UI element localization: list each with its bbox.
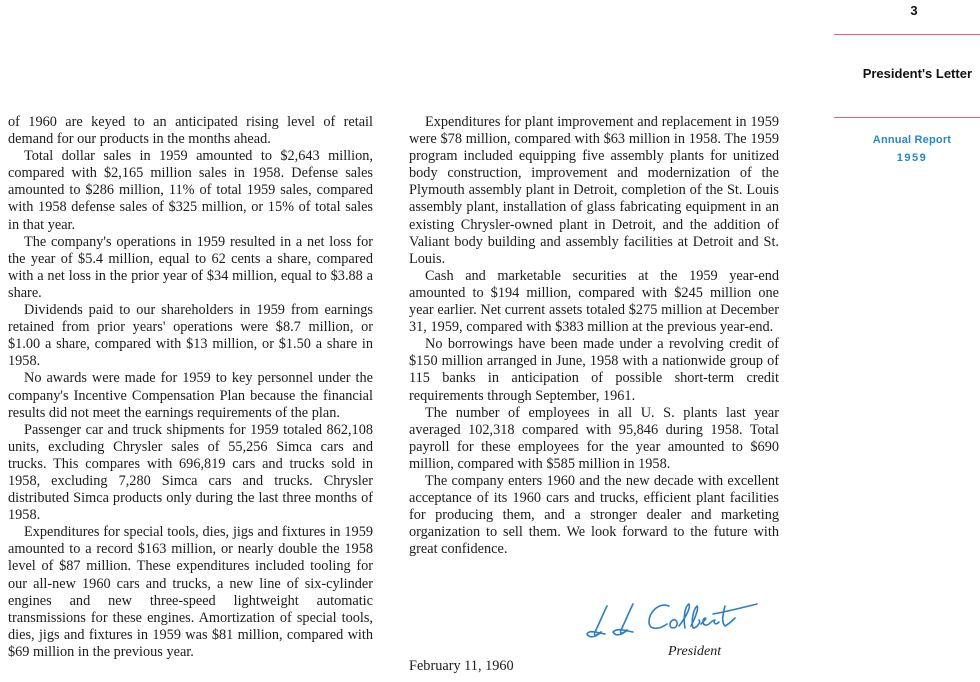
paragraph: Passenger car and truck shipments for 1959 totaled 862,108 units, excluding Chrysler sales of 55,256 Simca cars and trucks. This compares with 696,819 cars and trucks sold in 1958, excluding 7,280 Simca cars and trucks. Chrysler distributed Simca products only during the last three months of 1958. xyxy=(8,421,373,524)
letter-date: February 11, 1960 xyxy=(409,658,514,674)
paragraph: The company's operations in 1959 resulted in a net loss for the year of $5.4 million, equal to 62 cents a share, compared with a net loss in the prior year of $34 million, equal to $3.88 a share. xyxy=(8,233,373,301)
paragraph: Expenditures for plant improvement and replacement in 1959 were $78 million, compared with $63 million in 1958. The 1959 program included equipping five assembly plants for unitized body construction, improvement and modernization of the Plymouth assembly plant in Detroit, completion of the St. Louis assembly plant, installation of glass fabricating equipment in an existing Chrysler-owned plant in Detroit, and the addition of Valiant body building and assembly facilities at Detroit and St. Louis. xyxy=(409,114,779,267)
paragraph: No awards were made for 1959 to key personnel under the company's Incentive Compensation Plan because the financial results did not meet the earnings requirements of the plan. xyxy=(8,370,373,421)
paragraph: The number of employees in all U. S. plants last year averaged 102,318 compared with 95,846 during 1958. Total payroll for these employees for the year amounted to $690 million, compared with $585 million in 1958. xyxy=(409,404,779,472)
paragraph: No borrowings have been made under a revolving credit of $150 million arranged in June, 1958 with a nationwide group of 115 banks in anticipation of possible short-term credit requirements through September, 1961. xyxy=(409,336,779,404)
sidebar-report-label: Annual Report xyxy=(872,134,952,146)
paragraph: Expenditures for special tools, dies, jigs and fixtures in 1959 amounted to a record $163 million, or nearly double the 1958 level of $87 million. These expenditures included tooling for our all-new 1960 cars and trucks, a new line of six-cylinder engines and new three-speed lightweight automatic transmissions for these engines. Amortization of special tools, dies, jigs and fixtures in 1959 was $81 million, compared with $69 million in the previous year. xyxy=(8,524,373,660)
signer-title: President xyxy=(668,644,722,659)
paragraph: Cash and marketable securities at the 1959 year-end amounted to $194 million, compared with $245 million one year earlier. Net current assets totaled $275 million at December 31, 1959, compared with $383 million at the previous year-end. xyxy=(409,267,779,336)
page-number: 3 xyxy=(910,3,918,18)
sidebar-report-year: 1959 xyxy=(896,152,928,164)
left-column xyxy=(8,114,373,661)
header-rule-bottom xyxy=(834,117,980,118)
header-rule-top xyxy=(834,34,980,35)
section-title: President's Letter xyxy=(862,66,972,81)
paragraph: The company enters 1960 and the new decade with excellent acceptance of its 1960 cars and trucks, efficient plant facilities for producing them, and a stronger dealer and marketing organization to sell them. We look forward to the future with great confidence. xyxy=(409,472,779,558)
paragraph: of 1960 are keyed to an anticipated rising level of retail demand for our products in the months ahead. xyxy=(8,114,373,148)
paragraph: Total dollar sales in 1959 amounted to $2,643 million, compared with $2,165 million sales in 1958. Defense sales amounted to $286 million, 11% of total 1959 sales, compared with 1958 defense sales of $325 million, or 15% of total sales in that year. xyxy=(8,148,373,233)
right-column xyxy=(409,114,779,558)
paragraph: Dividends paid to our shareholders in 1959 from earnings retained from prior years' operations were $8.7 million, or $1.00 a share, compared with $13 million, or $1.50 a share in 1958. xyxy=(8,302,373,370)
